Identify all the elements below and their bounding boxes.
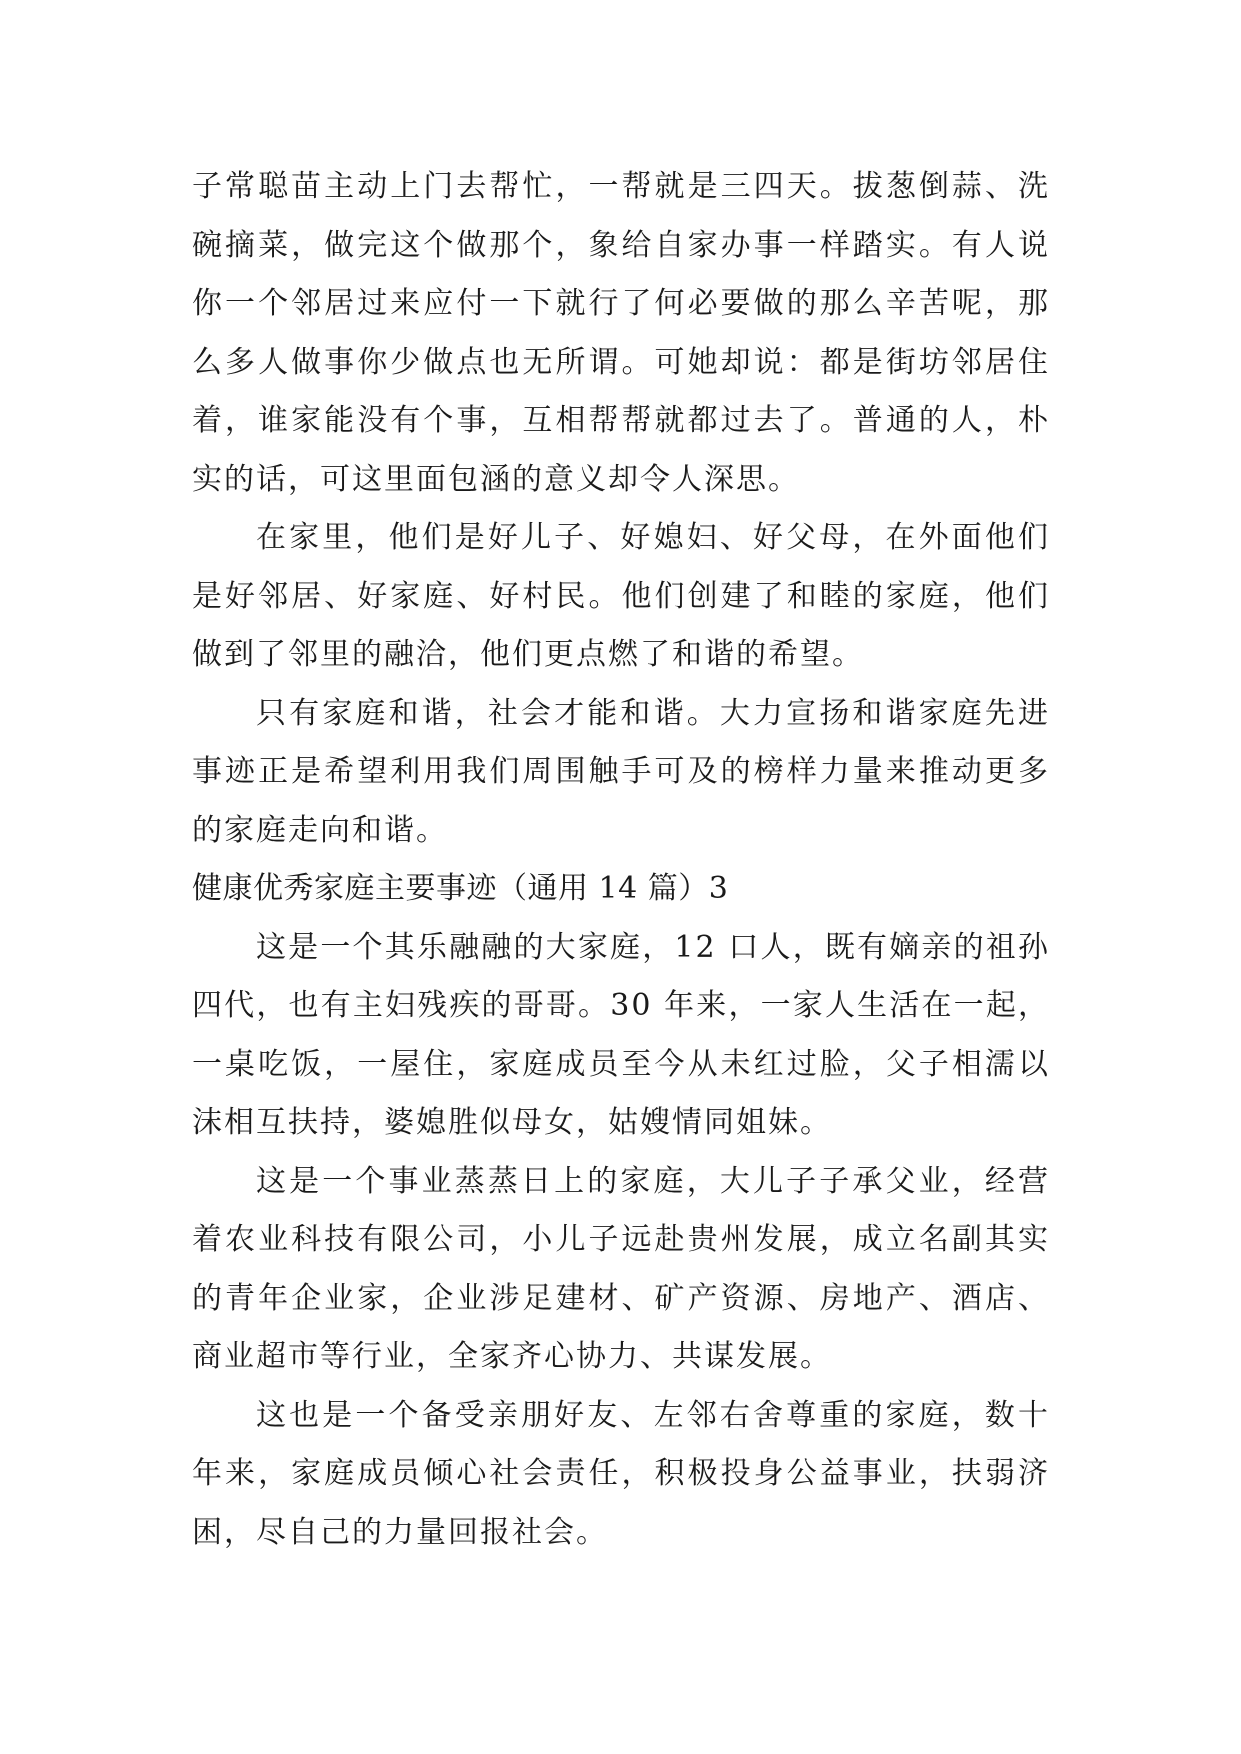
paragraph: 子常聪苗主动上门去帮忙，一帮就是三四天。拔葱倒蒜、洗碗摘菜，做完这个做那个，象给自家办事一样踏实。有人说你一个邻居过来应付一下就行了何必要做的那么辛苦呢，那么多人做事你少做点也无所谓。可她却说：都是街坊邻居住着，谁家能没有个事，互相帮帮就都过去了。普通的人，朴实的话，可这里面包涵的意义却令人深思。 bbox=[192, 169, 1050, 497]
paragraph: 只有家庭和谐，社会才能和谐。大力宣扬和谐家庭先进事迹正是希望利用我们周围触手可及的榜样力量来推动更多的家庭走向和谐。 bbox=[192, 695, 1050, 848]
section-heading: 健康优秀家庭主要事迹（通用 14 篇）3 bbox=[192, 871, 729, 906]
paragraph: 这也是一个备受亲朋好友、左邻右舍尊重的家庭，数十年来，家庭成员倾心社会责任，积极投身公益事业，扶弱济困，尽自己的力量回报社会。 bbox=[192, 1397, 1050, 1550]
paragraph: 这是一个事业蒸蒸日上的家庭，大儿子子承父业，经营着农业科技有限公司，小儿子远赴贵州发展，成立名副其实的青年企业家，企业涉足建材、矿产资源、房地产、酒店、商业超市等行业，全家齐心协力、共谋发展。 bbox=[192, 1163, 1050, 1374]
document-body bbox=[192, 158, 1050, 1562]
paragraph: 这是一个其乐融融的大家庭，12 口人，既有嫡亲的祖孙四代，也有主妇残疾的哥哥。30 年来，一家人生活在一起，一桌吃饭，一屋住，家庭成员至今从未红过脸，父子相濡以沫相互扶持，婆媳胜似母女，姑嫂情同姐妹。 bbox=[192, 929, 1050, 1140]
paragraph: 在家里，他们是好儿子、好媳妇、好父母，在外面他们是好邻居、好家庭、好村民。他们创建了和睦的家庭，他们做到了邻里的融洽，他们更点燃了和谐的希望。 bbox=[192, 520, 1050, 672]
